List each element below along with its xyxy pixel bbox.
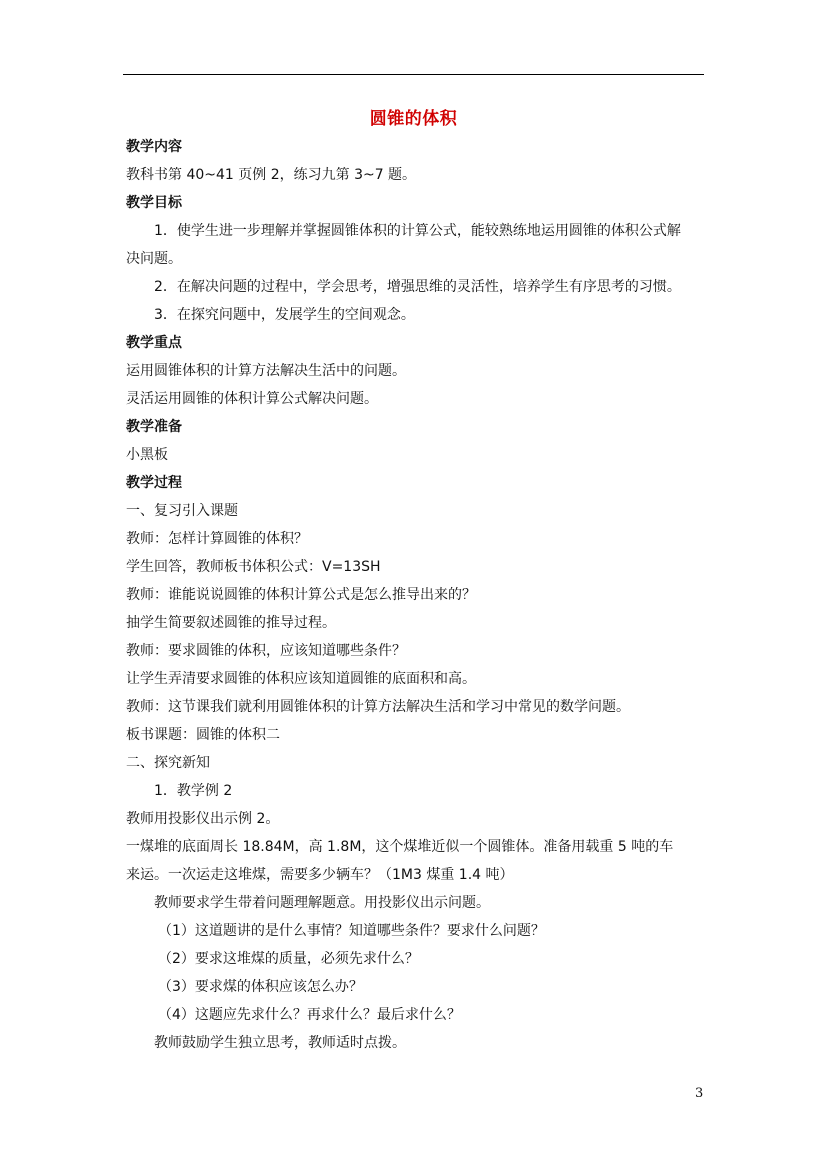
page-number: 3 xyxy=(695,1086,704,1101)
paragraph: 让学生弄清要求圆锥的体积应该知道圆锥的底面积和高。 xyxy=(126,671,476,687)
paragraph: 教师用投影仪出示例 2。 xyxy=(126,811,280,827)
paragraph: 教师：要求圆锥的体积，应该知道哪些条件？ xyxy=(126,643,406,659)
paragraph: 教师：怎样计算圆锥的体积？ xyxy=(126,531,308,547)
paragraph: 灵活运用圆锥的体积计算公式解决问题。 xyxy=(126,391,378,407)
paragraph: 一、复习引入课题 xyxy=(126,503,238,519)
paragraph: 1．使学生进一步理解并掌握圆锥体积的计算公式，能较熟练地运用圆锥的体积公式解 xyxy=(154,223,681,239)
paragraph: 抽学生简要叙述圆锥的推导过程。 xyxy=(126,615,336,631)
header-rule xyxy=(123,74,704,75)
section-heading-preparation: 教学准备 xyxy=(126,419,182,435)
paragraph: 来运。一次运走这堆煤，需要多少辆车？（1M3 煤重 1.4 吨） xyxy=(126,867,514,883)
section-heading-key-points: 教学重点 xyxy=(126,335,182,351)
paragraph: 小黑板 xyxy=(126,447,168,463)
section-heading-goals: 教学目标 xyxy=(126,195,182,211)
paragraph: 1．教学例 2 xyxy=(154,783,233,799)
paragraph: 一煤堆的底面周长 18.84M，高 1.8M，这个煤堆近似一个圆锥体。准备用载重 5 吨的车 xyxy=(126,839,674,855)
paragraph: 学生回答，教师板书体积公式：V=13SH xyxy=(126,559,381,575)
paragraph: 3．在探究问题中，发展学生的空间观念。 xyxy=(154,307,415,323)
question-item: （4）这题应先求什么？再求什么？最后求什么？ xyxy=(158,1007,461,1023)
section-heading-process: 教学过程 xyxy=(126,475,182,491)
question-item: （2）要求这堆煤的质量，必须先求什么？ xyxy=(158,951,419,967)
paragraph: 2．在解决问题的过程中，学会思考，增强思维的灵活性，培养学生有序思考的习惯。 xyxy=(154,279,681,295)
paragraph: 教师：谁能说说圆锥的体积计算公式是怎么推导出来的？ xyxy=(126,587,476,603)
section-heading-content: 教学内容 xyxy=(126,139,182,155)
document-body xyxy=(126,133,706,1057)
document-title: 圆锥的体积 xyxy=(369,109,458,129)
paragraph: 教师鼓励学生独立思考，教师适时点拨。 xyxy=(154,1035,406,1051)
paragraph: 教科书第 40~41 页例 2，练习九第 3~7 题。 xyxy=(126,167,417,183)
question-item: （3）要求煤的体积应该怎么办？ xyxy=(158,979,363,995)
paragraph: 教师：这节课我们就利用圆锥体积的计算方法解决生活和学习中常见的数学问题。 xyxy=(126,699,630,715)
paragraph: 运用圆锥体积的计算方法解决生活中的问题。 xyxy=(126,363,406,379)
question-item: （1）这道题讲的是什么事情？知道哪些条件？要求什么问题？ xyxy=(158,923,545,939)
paragraph: 板书课题：圆锥的体积二 xyxy=(126,727,280,743)
paragraph: 决问题。 xyxy=(126,251,182,267)
paragraph: 二、探究新知 xyxy=(126,755,210,771)
paragraph: 教师要求学生带着问题理解题意。用投影仪出示问题。 xyxy=(154,895,490,911)
